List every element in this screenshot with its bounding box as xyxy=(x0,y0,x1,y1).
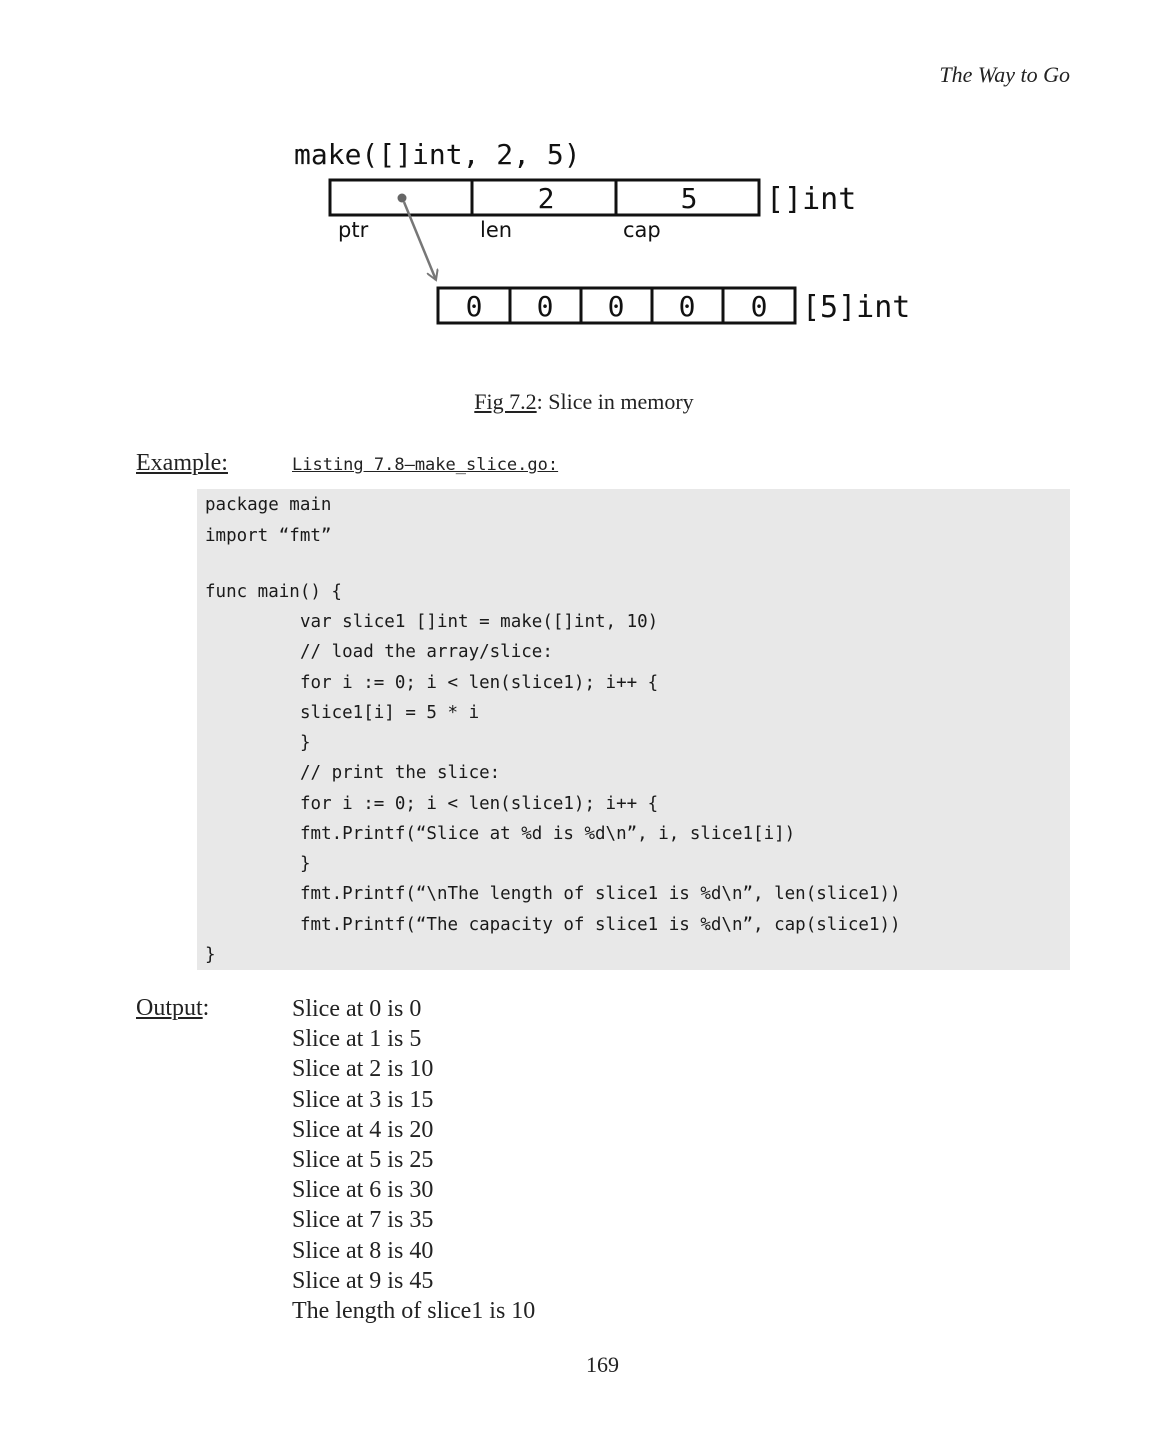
output-line: Slice at 3 is 15 xyxy=(292,1086,434,1113)
backing-array xyxy=(438,288,795,323)
ptr-label: ptr xyxy=(338,218,369,242)
pointer-dot xyxy=(398,194,407,203)
output-label-colon: : xyxy=(202,995,210,1021)
code-line: slice1[i] = 5 * i xyxy=(300,703,480,723)
code-line: for i := 0; i < len(slice1); i++ { xyxy=(300,794,659,814)
array-cell-value: 0 xyxy=(750,290,768,323)
slice-header-len-value: 2 xyxy=(537,182,555,215)
len-label: len xyxy=(480,218,513,242)
code-line: } xyxy=(300,733,311,753)
output-line: Slice at 7 is 35 xyxy=(292,1207,434,1234)
listing-title: Listing 7.8—make_slice.go: xyxy=(292,455,559,475)
output-lines xyxy=(292,994,535,1326)
figure-caption-text: : Slice in memory xyxy=(536,389,694,414)
array-cell-value: 0 xyxy=(536,290,554,323)
output-line: Slice at 4 is 20 xyxy=(292,1116,434,1143)
code-line: fmt.Printf(“Slice at %d is %d\n”, i, slice1[i]) xyxy=(300,824,796,844)
array-cell-value: 0 xyxy=(607,290,625,323)
make-call-text: make([]int, 2, 5) xyxy=(294,138,581,171)
output-line: Slice at 5 is 25 xyxy=(292,1146,434,1173)
example-label: Example: xyxy=(136,450,228,476)
code-line: // print the slice: xyxy=(300,763,501,783)
cap-label: cap xyxy=(623,218,661,242)
array-type-label: [5]int xyxy=(802,290,911,325)
code-line: var slice1 []int = make([]int, 10) xyxy=(300,612,659,632)
output-line: Slice at 1 is 5 xyxy=(292,1026,422,1053)
output-line: The length of slice1 is 10 xyxy=(292,1297,536,1324)
code-line: package main xyxy=(205,495,332,515)
code-line: for i := 0; i < len(slice1); i++ { xyxy=(300,673,659,693)
code-line: fmt.Printf(“\nThe length of slice1 is %d\n”, len(slice1)) xyxy=(300,884,901,904)
running-header-title: The Way to Go xyxy=(939,62,1070,87)
code-block xyxy=(197,489,1070,970)
code-line: fmt.Printf(“The capacity of slice1 is %d\n”, cap(slice1)) xyxy=(300,915,901,935)
output-line: Slice at 8 is 40 xyxy=(292,1237,434,1264)
figure-caption xyxy=(0,389,1168,415)
code-line: } xyxy=(205,945,216,965)
code-line: } xyxy=(300,854,311,874)
code-line: func main() { xyxy=(205,582,342,602)
output-label-text: Output xyxy=(136,995,203,1021)
code-line: // load the array/slice: xyxy=(300,642,553,662)
array-cell-value: 0 xyxy=(678,290,696,323)
output-line: Slice at 9 is 45 xyxy=(292,1267,434,1294)
code-line: import “fmt” xyxy=(205,526,332,546)
output-line: Slice at 0 is 0 xyxy=(292,996,422,1022)
slice-header-cap-value: 5 xyxy=(680,182,698,215)
output-line: Slice at 2 is 10 xyxy=(292,1056,434,1083)
slice-memory-diagram xyxy=(280,130,920,330)
output-label xyxy=(136,995,209,1022)
array-cell-value: 0 xyxy=(465,290,483,323)
output-line: Slice at 6 is 30 xyxy=(292,1177,434,1204)
figure-caption-ref: Fig 7.2 xyxy=(474,389,537,414)
slice-type-label: []int xyxy=(766,182,857,217)
page-number: 169 xyxy=(586,1352,619,1377)
